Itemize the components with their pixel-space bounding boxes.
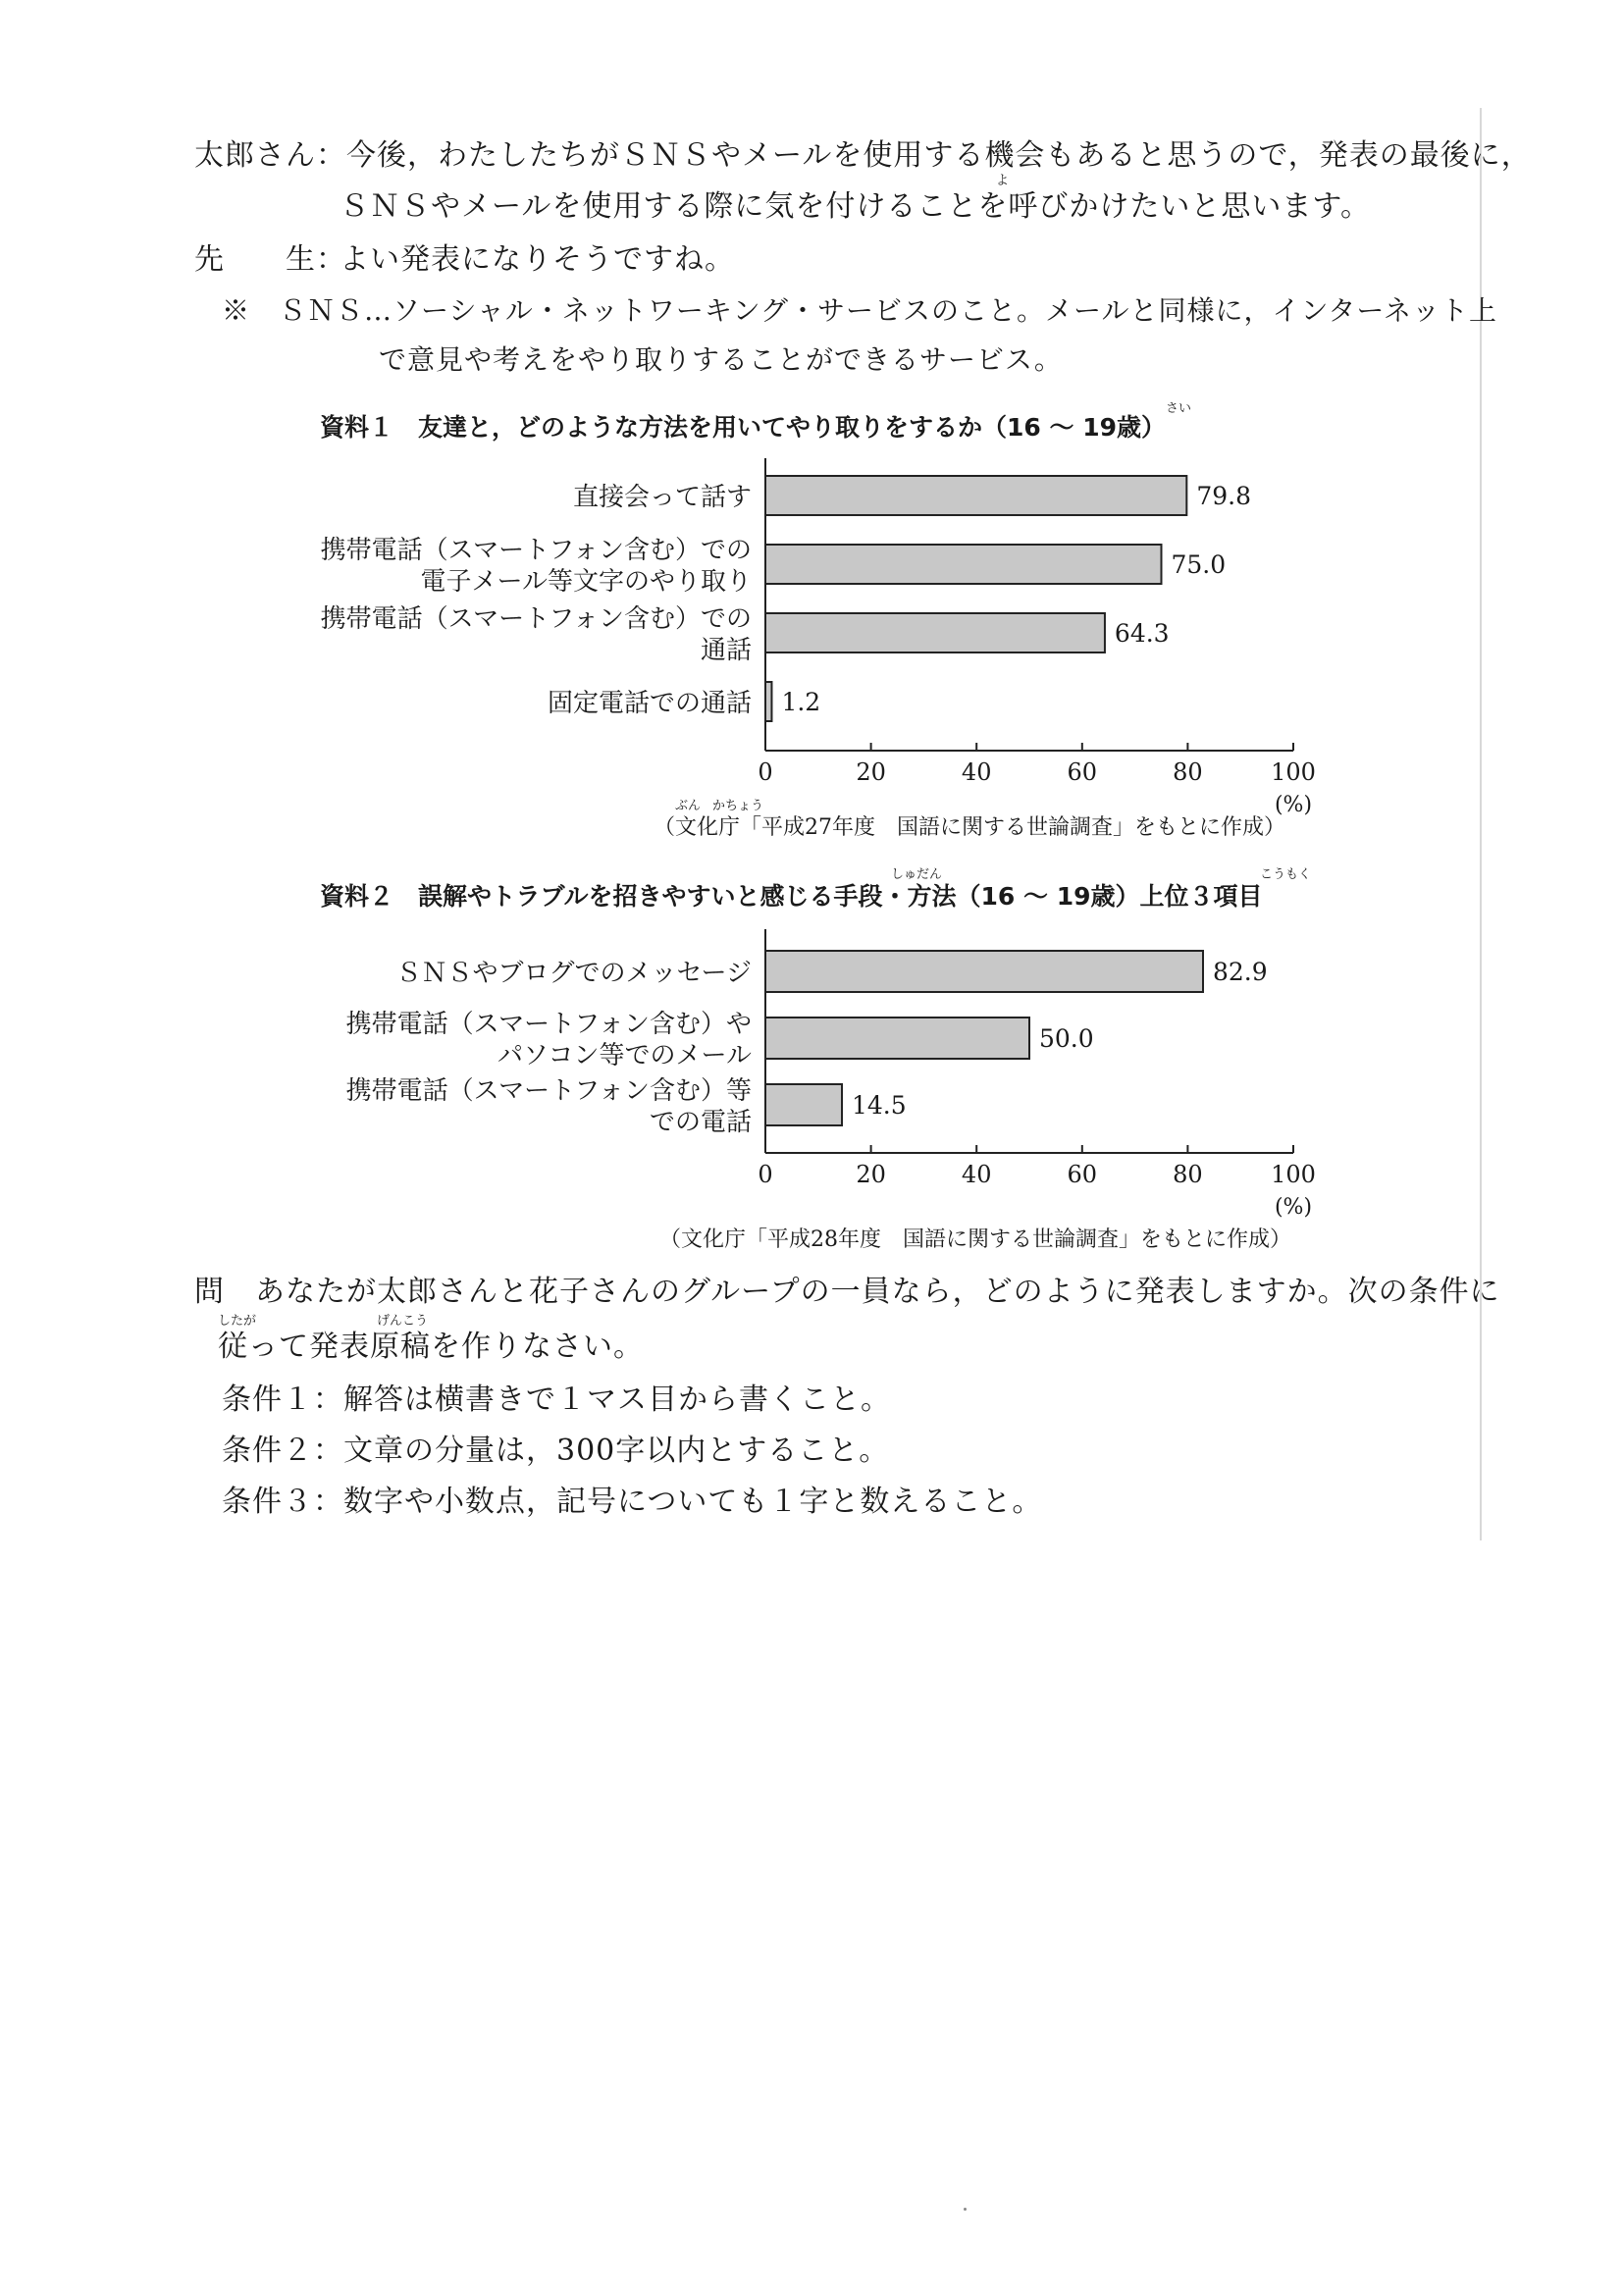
chart1-title: 資料１ 友達と，どのような方法を用いてやり取りをするか（16 ～ 19歳） (320, 413, 1166, 442)
category-label: 携帯電話（スマートフォン含む）等 (345, 1076, 752, 1106)
chart1-title-ruby: さい (1166, 401, 1192, 416)
category-label: 携帯電話（スマートフォン含む）や (345, 1010, 752, 1039)
ruby-genkou: げんこう (377, 1314, 429, 1329)
category-label: 通話 (700, 636, 752, 665)
bar (765, 613, 1105, 652)
ruby-yo: よ (996, 174, 1010, 188)
bar-value-label: 82.9 (1213, 958, 1268, 986)
category-label: 電子メール等文字のやり取り (420, 567, 752, 597)
x-tick-label: 20 (856, 1161, 886, 1188)
condition-2: 条件２：文章の分量は，300字以内とすること。 (222, 1434, 890, 1468)
sensei-text: よい発表になりそうですね。 (340, 242, 735, 277)
chart2-svg (0, 917, 1623, 1231)
bar (765, 545, 1162, 584)
bar-value-label: 79.8 (1196, 482, 1251, 510)
scan-speck (964, 2208, 967, 2211)
bar-value-label: 14.5 (852, 1091, 907, 1120)
chart2-title-ruby-2: こうもく (1260, 867, 1312, 882)
x-tick-label: 20 (856, 758, 886, 786)
condition-3: 条件３：数字や小数点，記号についても１字と数えること。 (222, 1485, 1043, 1519)
x-tick-label: 0 (758, 1161, 773, 1188)
chart1-source: （文化庁「平成27年度 国語に関する世論調査」をもとに作成） (654, 815, 1285, 840)
taro-line-1: 太郎さん：今後，わたしたちがＳＮＳやメールを使用する機会もあると思うので，発表の最後に， (194, 138, 1532, 173)
bar (765, 951, 1203, 992)
bar (765, 476, 1186, 515)
category-label: ＳＮＳやブログでのメッセージ (395, 959, 752, 988)
x-tick-label: 60 (1067, 758, 1098, 786)
category-label: パソコン等でのメール (497, 1041, 752, 1070)
category-label: 直接会って話す (572, 483, 752, 512)
chart1-source-ruby-2: かちょう (712, 799, 764, 813)
x-tick-label: 100 (1271, 758, 1316, 786)
x-axis-unit: (%) (1274, 793, 1313, 817)
x-tick-label: 40 (961, 758, 992, 786)
category-label: 携帯電話（スマートフォン含む）での (320, 604, 752, 634)
category-label: 固定電話での通話 (547, 689, 752, 718)
x-tick-label: 100 (1271, 1161, 1316, 1188)
bar-value-label: 50.0 (1039, 1024, 1094, 1053)
category-label: での電話 (649, 1108, 752, 1137)
question-line-2: 従って発表原稿を作りなさい。 (218, 1330, 644, 1364)
chart2-source: （文化庁「平成28年度 国語に関する世論調査」をもとに作成） (659, 1227, 1291, 1252)
x-tick-label: 80 (1173, 1161, 1203, 1188)
ruby-shitaga: したが (218, 1314, 257, 1329)
bar (765, 682, 771, 721)
question-line-1: 問 あなたが太郎さんと花子さんのグループの一員なら，どのように発表しますか。次の条件に (194, 1275, 1500, 1309)
bar (765, 1084, 842, 1125)
taro-line-2: ＳＮＳやメールを使用する際に気を付けることを呼びかけたいと思います。 (340, 189, 1371, 224)
chart1-svg (0, 446, 1623, 859)
note-line-2: で意見や考えをやり取りすることができるサービス。 (379, 343, 1063, 376)
bar-value-label: 75.0 (1171, 550, 1227, 579)
x-tick-label: 0 (758, 758, 773, 786)
bar-value-label: 64.3 (1114, 619, 1170, 648)
bar-value-label: 1.2 (781, 688, 821, 716)
x-tick-label: 60 (1067, 1161, 1098, 1188)
x-axis-unit: (%) (1274, 1195, 1313, 1220)
x-tick-label: 80 (1173, 758, 1203, 786)
sensei-name: 先 生： (194, 242, 346, 277)
chart1-source-ruby-1: ぶん (675, 799, 702, 813)
condition-1: 条件１：解答は横書きで１マス目から書くこと。 (222, 1383, 891, 1417)
chart2-title: 資料２ 誤解やトラブルを招きやすいと感じる手段・方法（16 ～ 19歳）上位３項目 (320, 882, 1263, 911)
note-line-1: ※ ＳＮＳ…ソーシャル・ネットワーキング・サービスのこと。メールと同様に，インターネット上 (222, 294, 1497, 327)
x-tick-label: 40 (961, 1161, 992, 1188)
category-label: 携帯電話（スマートフォン含む）での (320, 536, 752, 565)
chart2-title-ruby-1: しゅだん (891, 867, 943, 882)
bar (765, 1018, 1029, 1059)
